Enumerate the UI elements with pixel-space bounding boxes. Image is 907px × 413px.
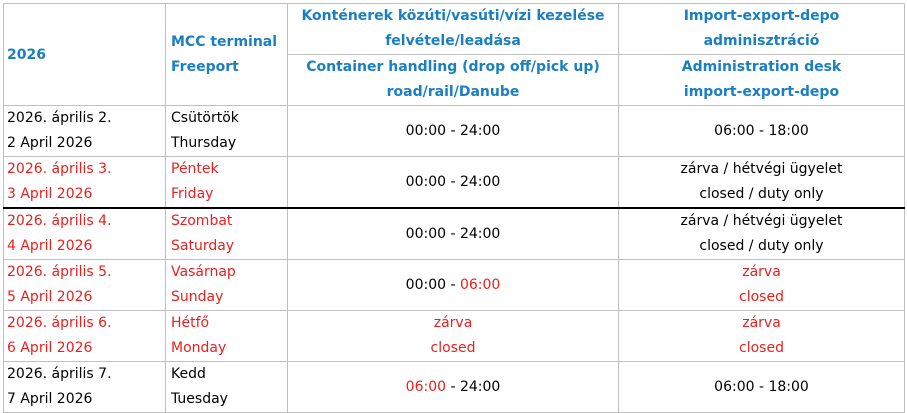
admin-hours-cell: zárva / hétvégi ügyelet closed / duty only [619,157,905,209]
admin-hours-cell: zárva closed [619,311,905,362]
table-row [4,208,905,260]
date-cell: 2026. április 4. 4 April 2026 [4,208,166,260]
schedule-table [3,3,905,413]
day-cell: Péntek Friday [166,157,288,209]
handling-header-en: Container handling (drop off/pick up) road/rail/Danube [288,55,619,106]
handling-hours-cell: zárva closed [288,311,619,362]
date-cell: 2026. április 7. 7 April 2026 [4,362,166,413]
handling-hours-cell: 06:00 - 24:00 [288,362,619,413]
handling-hours-cell: 00:00 - 24:00 [288,157,619,209]
table-row [4,157,905,209]
date-cell: 2026. április 6. 6 April 2026 [4,311,166,362]
day-cell: Hétfő Monday [166,311,288,362]
admin-hours-cell: 06:00 - 18:00 [619,106,905,157]
table-row [4,260,905,311]
handling-header-hu: Konténerek közúti/vasúti/vízi kezelése felvétele/leadása [288,4,619,55]
year-header: 2026 [4,4,166,106]
date-cell: 2026. április 5. 5 April 2026 [4,260,166,311]
table-row [4,362,905,413]
table-row [4,106,905,157]
header-row-hu [4,4,905,55]
day-cell: Csütörtök Thursday [166,106,288,157]
admin-hours-cell: zárva closed [619,260,905,311]
admin-hours-cell: 06:00 - 18:00 [619,362,905,413]
terminal-header: MCC terminal Freeport [166,4,288,106]
admin-header-en: Administration desk import-export-depo [619,55,905,106]
date-cell: 2026. április 2. 2 April 2026 [4,106,166,157]
admin-hours-cell: zárva / hétvégi ügyelet closed / duty only [619,208,905,260]
admin-header-hu: Import-export-depo adminisztráció [619,4,905,55]
handling-hours-cell: 00:00 - 24:00 [288,208,619,260]
day-cell: Vasárnap Sunday [166,260,288,311]
date-cell: 2026. április 3. 3 April 2026 [4,157,166,209]
handling-hours-cell: 00:00 - 06:00 [288,260,619,311]
handling-hours-cell: 00:00 - 24:00 [288,106,619,157]
day-cell: Szombat Saturday [166,208,288,260]
table-row [4,311,905,362]
day-cell: Kedd Tuesday [166,362,288,413]
